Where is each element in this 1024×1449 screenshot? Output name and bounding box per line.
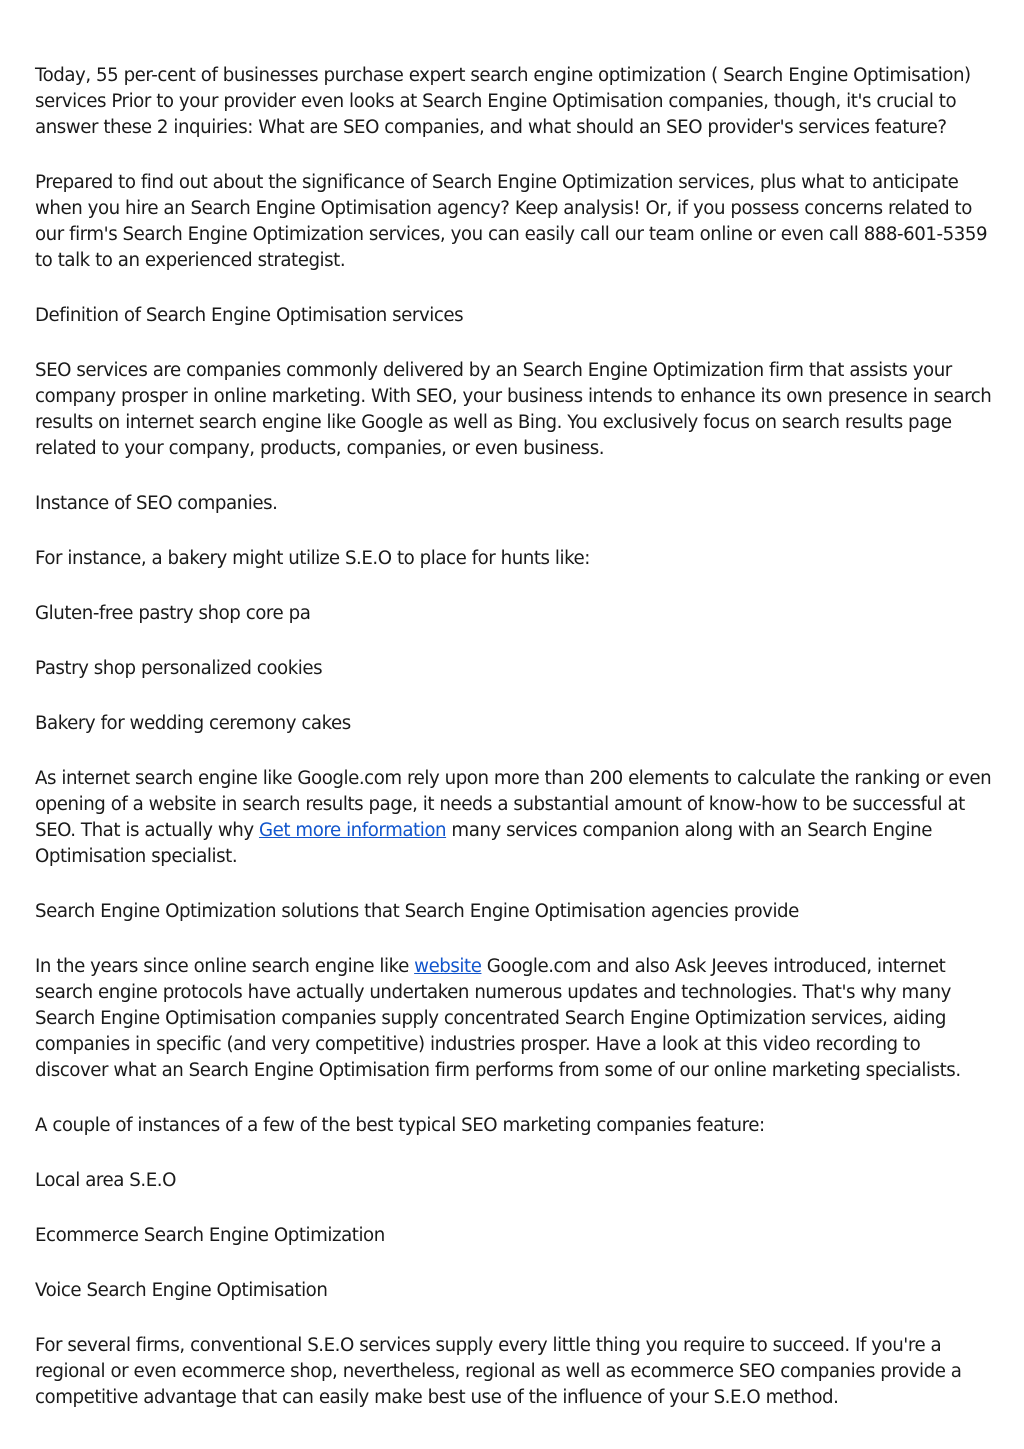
list-item: Gluten-free pastry shop core pa	[35, 603, 311, 624]
definition-paragraph: SEO services are companies commonly delivered by an Search Engine Optimization firm that assists your company prosper in online marketing. With SEO, your business intends to enhance its own presence in search results on internet search engine like Google as well as Bing. You exclusively focus on search results page related to your company, products, companies, or even business.	[35, 360, 992, 459]
list-item: Local area S.E.O	[35, 1170, 176, 1191]
ranking-text-start: As internet search engine like Google.com rely upon more than 200 elements to calculate the ranking or even opening of a website in search results page, it needs a substantial amount of know-how to be successful at SEO. That is actually why	[35, 768, 992, 841]
history-text-end: Google.com and also Ask Jeeves introduced, internet search engine protocols have actually undertaken numerous updates and technologies. That's why many Search Engine Optimisation companies supply concentrated Search Engine Optimization services, aiding companies in specific (and very competitive) industries prosper. Have a look at this video recording to discover what an Search Engine Optimisation firm performs from some of our online marketing specialists.	[35, 956, 961, 1081]
list-item: Ecommerce Search Engine Optimization	[35, 1225, 385, 1246]
list-item: Bakery for wedding ceremony cakes	[35, 713, 351, 734]
history-text-start: In the years since online search engine like	[35, 956, 415, 977]
get-more-information-link[interactable]: Get more information	[259, 820, 447, 841]
conclusion-paragraph: For several firms, conventional S.E.O services supply every little thing you require to succeed. If you're a regional or even ecommerce shop, nevertheless, regional as well as ecommerce SEO companies provide a competitive advantage that can easily make best use of the influence of your S.E.O method.	[35, 1335, 962, 1408]
prepared-paragraph: Prepared to find out about the significance of Search Engine Optimization services, plus what to anticipate when you hire an Search Engine Optimisation agency? Keep analysis! Or, if you possess concerns related to our firm's Search Engine Optimization services, you can easily call our team online or even call 888-601-5359 to talk to an experienced strategist.	[35, 172, 988, 271]
ranking-paragraph	[35, 766, 995, 870]
bakery-example-paragraph: For instance, a bakery might utilize S.E.O to place for hunts like:	[35, 548, 590, 569]
list-item: Voice Search Engine Optimisation	[35, 1280, 328, 1301]
instance-heading: Instance of SEO companies.	[35, 493, 278, 514]
ranking-text-end: many services companion along with an Search Engine Optimisation specialist.	[35, 820, 932, 867]
list-item: Pastry shop personalized cookies	[35, 658, 323, 679]
solutions-heading: Search Engine Optimization solutions that Search Engine Optimisation agencies provide	[35, 901, 799, 922]
intro-paragraph: Today, 55 per-cent of businesses purchase expert search engine optimization ( Search Engine Optimisation) services Prior to your provider even looks at Search Engine Optimisation companies, though, it's crucial to answer these 2 inquiries: What are SEO companies, and what should an SEO provider's services feature?	[35, 65, 971, 138]
document-body	[35, 63, 995, 1440]
services-intro-paragraph: A couple of instances of a few of the best typical SEO marketing companies feature:	[35, 1115, 765, 1136]
website-link[interactable]: website	[414, 956, 482, 977]
history-paragraph	[35, 954, 995, 1084]
definition-heading: Definition of Search Engine Optimisation services	[35, 305, 464, 326]
